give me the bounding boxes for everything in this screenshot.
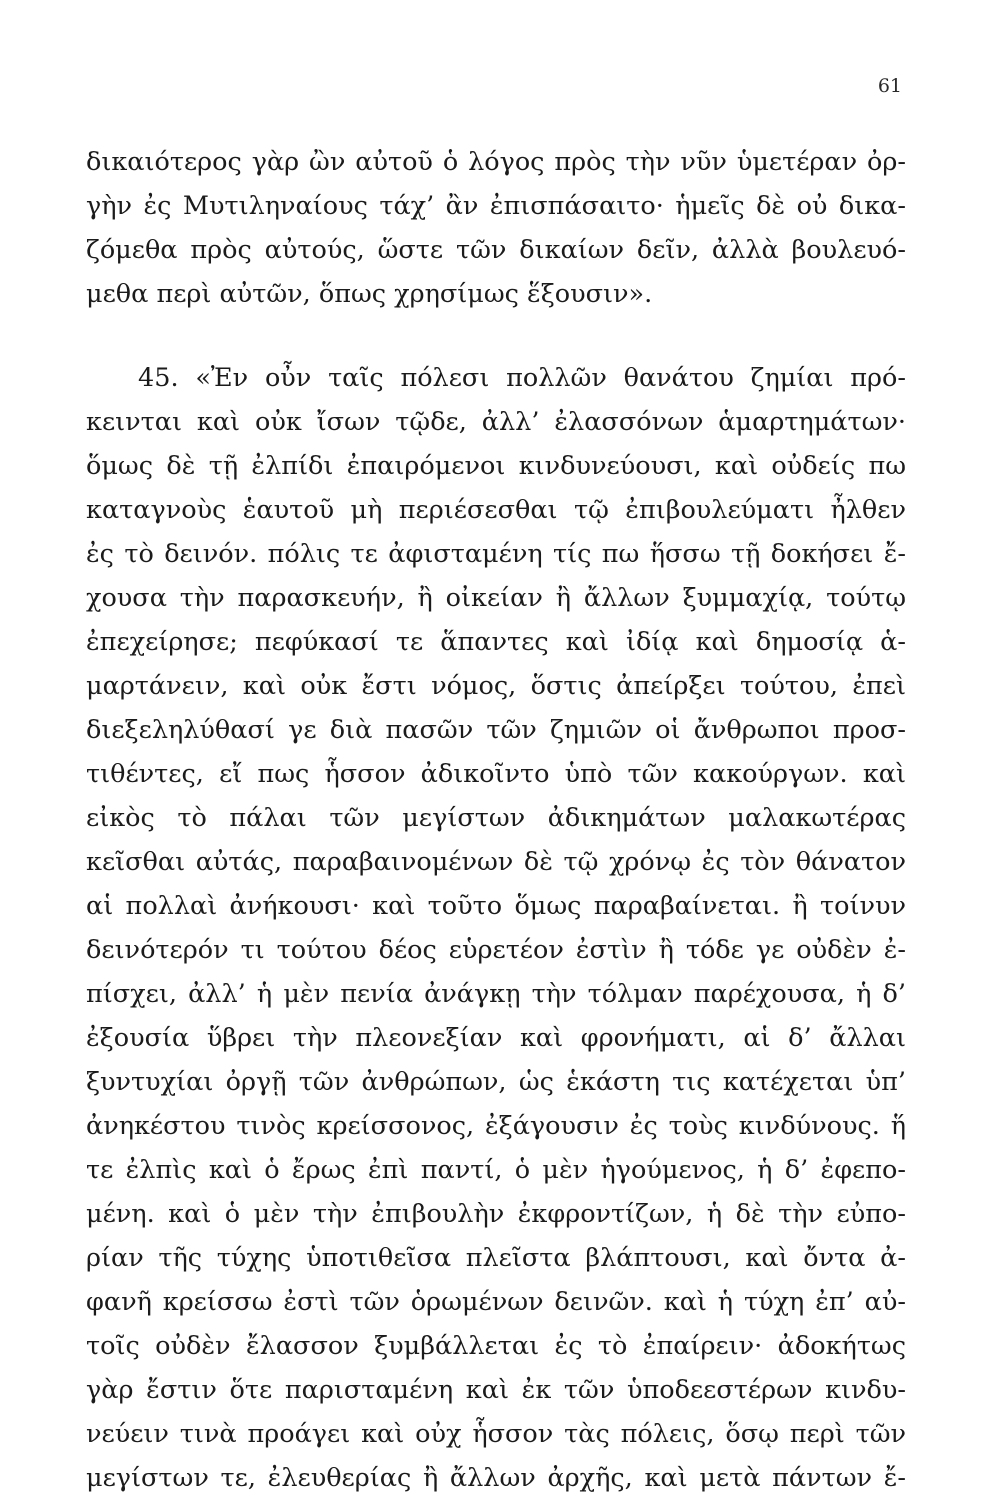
- text-line: τοῖς οὐδὲν ἔλασσον ξυμβάλλεται ἐς τὸ ἐπαίρειν· ἀδοκήτως: [86, 1331, 906, 1361]
- text-line: γὴν ἐς Μυτιληναίους τάχ’ ἂν ἐπισπάσαιτο· ἡμεῖς δὲ οὐ δικα-: [86, 191, 906, 221]
- text-line: καταγνοὺς ἑαυτοῦ μὴ περιέσεσθαι τῷ ἐπιβουλεύματι ἦλθεν: [86, 495, 906, 525]
- text-line: δικαιότερος γὰρ ὢν αὐτοῦ ὁ λόγος πρὸς τὴν νῦν ὑμετέραν ὀρ-: [86, 147, 906, 177]
- text-line: ξυντυχίαι ὀργῇ τῶν ἀνθρώπων, ὡς ἑκάστη τις κατέχεται ὑπ’: [86, 1067, 906, 1097]
- text-line: αἱ πολλαὶ ἀνήκουσι· καὶ τοῦτο ὅμως παραβαίνεται. ἢ τοίνυν: [86, 891, 906, 921]
- text-line: φανῆ κρείσσω ἐστὶ τῶν ὁρωμένων δεινῶν. καὶ ἡ τύχη ἐπ’ αὐ-: [86, 1287, 906, 1317]
- text-line: τε ἐλπὶς καὶ ὁ ἔρως ἐπὶ παντί, ὁ μὲν ἡγούμενος, ἡ δ’ ἐφεπο-: [86, 1155, 906, 1185]
- text-line: μεγίστων τε, ἐλευθερίας ἢ ἄλλων ἀρχῆς, καὶ μετὰ πάντων ἔ-: [86, 1463, 906, 1493]
- text-line: ρίαν τῆς τύχης ὑποτιθεῖσα πλεῖστα βλάπτουσι, καὶ ὄντα ἀ-: [86, 1243, 906, 1273]
- text-line: νεύειν τινὰ προάγει καὶ οὐχ ἧσσον τὰς πόλεις, ὅσῳ περὶ τῶν: [86, 1419, 906, 1449]
- text-line: διεξεληλύθασί γε διὰ πασῶν τῶν ζημιῶν οἱ ἄνθρωποι προσ-: [86, 715, 906, 745]
- text-line: μαρτάνειν, καὶ οὐκ ἔστι νόμος, ὅστις ἀπείρξει τούτου, ἐπεὶ: [86, 671, 906, 701]
- text-line: τιθέντες, εἴ πως ἧσσον ἀδικοῖντο ὑπὸ τῶν κακούργων. καὶ: [86, 759, 906, 789]
- text-line: κεῖσθαι αὐτάς, παραβαινομένων δὲ τῷ χρόνῳ ἐς τὸν θάνατον: [86, 847, 906, 877]
- text-line: πίσχει, ἀλλ’ ἡ μὲν πενία ἀνάγκῃ τὴν τόλμαν παρέχουσα, ἡ δ’: [86, 979, 906, 1009]
- text-block: [86, 140, 906, 1500]
- text-line: χουσα τὴν παρασκευήν, ἢ οἰκείαν ἢ ἄλλων ξυμμαχίᾳ, τούτῳ: [86, 583, 906, 613]
- paragraph-2: [86, 356, 906, 1500]
- text-line: γὰρ ἔστιν ὅτε παρισταμένη καὶ ἐκ τῶν ὑποδεεστέρων κινδυ-: [86, 1375, 906, 1405]
- paragraph-1: [86, 140, 906, 316]
- section-45-heading-line: 45. «Ἐν οὖν ταῖς πόλεσι πολλῶν θανάτου ζημίαι πρό-: [138, 363, 906, 393]
- text-line: κεινται καὶ οὐκ ἴσων τῷδε, ἀλλ’ ἐλασσόνων ἁμαρτημάτων·: [86, 407, 906, 437]
- text-line: εἰκὸς τὸ πάλαι τῶν μεγίστων ἀδικημάτων μαλακωτέρας: [86, 803, 906, 833]
- text-line: μεθα περὶ αὐτῶν, ὅπως χρησίμως ἕξουσιν».: [86, 279, 653, 309]
- page-number: 61: [877, 75, 902, 97]
- paragraph-gap: [86, 316, 906, 356]
- text-line: ἐξουσία ὕβρει τὴν πλεονεξίαν καὶ φρονήματι, αἱ δ’ ἄλλαι: [86, 1023, 906, 1053]
- text-line: μένη. καὶ ὁ μὲν τὴν ἐπιβουλὴν ἐκφροντίζων, ἡ δὲ τὴν εὐπο-: [86, 1199, 906, 1229]
- text-line: δεινότερόν τι τούτου δέος εὑρετέον ἐστὶν ἢ τόδε γε οὐδὲν ἐ-: [86, 935, 906, 965]
- text-line: ἐπεχείρησε; πεφύκασί τε ἅπαντες καὶ ἰδίᾳ καὶ δημοσίᾳ ἁ-: [86, 627, 906, 657]
- text-line: ἀνηκέστου τινὸς κρείσσονος, ἐξάγουσιν ἐς τοὺς κινδύνους. ἥ: [86, 1111, 906, 1141]
- text-line: ἐς τὸ δεινόν. πόλις τε ἀφισταμένη τίς πω ἥσσω τῇ δοκήσει ἔ-: [86, 539, 906, 569]
- text-line: ὅμως δὲ τῇ ἐλπίδι ἐπαιρόμενοι κινδυνεύουσι, καὶ οὐδείς πω: [86, 451, 906, 481]
- text-line: ζόμεθα πρὸς αὐτούς, ὥστε τῶν δικαίων δεῖν, ἀλλὰ βουλευό-: [86, 235, 906, 265]
